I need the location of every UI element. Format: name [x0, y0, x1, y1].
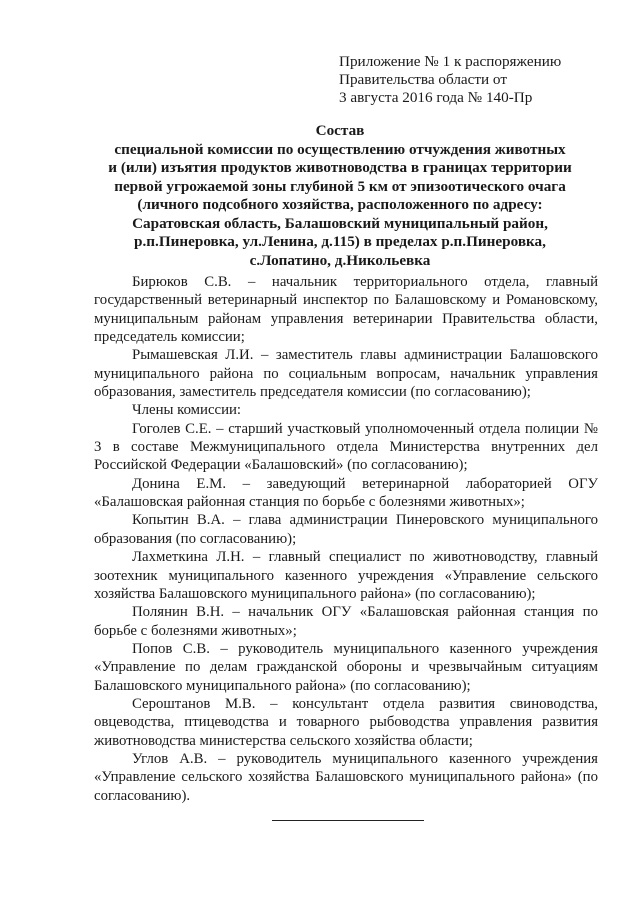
member-entry: Рымашевская Л.И. – заместитель главы администрации Балашовского муниципального района по социальным вопросам, начальник управления образования, заместитель председателя комиссии (по согласованию);	[94, 347, 598, 401]
member-entry: Бирюков С.В. – начальник территориального отдела, главный государственный ветеринарный инспектор по Балашовскому и Романовскому, муниципальным районам управления ветеринарии Правительства области, председатель комиссии;	[94, 274, 598, 346]
member-entry: Копытин В.А. – глава администрации Пинеровского муниципального образования (по согласованию);	[94, 512, 598, 547]
closing-divider	[272, 820, 424, 821]
commission-members-list	[94, 273, 598, 805]
title-line: Состав	[315, 122, 365, 139]
title-line: и (или) изъятия продуктов животноводства в границах территории	[108, 159, 572, 176]
title-line: Саратовская область, Балашовский муниципальный район,	[132, 214, 548, 232]
title-line: специальной комиссии по осуществлению отчуждения животных	[114, 140, 566, 158]
appendix-line: Приложение № 1 к распоряжению	[339, 53, 562, 70]
title-line: (личного подсобного хозяйства, расположенного по адресу:	[137, 196, 543, 213]
member-entry: Лахметкина Л.Н. – главный специалист по животноводству, главный зоотехник муниципального казенного учреждения «Управление сельского хозяйства Балашовского муниципального района» (по согласованию);	[94, 549, 598, 602]
member-entry: Полянин В.Н. – начальник ОГУ «Балашовская районная станция по борьбе с болезнями животных»;	[94, 604, 598, 639]
document-title	[60, 122, 620, 270]
title-line: р.п.Пинеровка, ул.Ленина, д.115) в пределах р.п.Пинеровка,	[134, 233, 546, 250]
appendix-line: Правительства области от	[339, 71, 507, 88]
members-heading: Члены комиссии:	[132, 402, 242, 419]
member-entry: Гоголев С.Е. – старший участковый уполномоченный отдела полиции № 3 в составе Межмуниципального отдела Министерства внутренних дел Российской Федерации «Балашовский» (по согласованию);	[94, 420, 598, 474]
title-line: первой угрожаемой зоны глубиной 5 км от эпизоотического очага	[114, 177, 566, 195]
member-entry: Попов С.В. – руководитель муниципального казенного учреждения «Управление по делам гражданской обороны и чрезвычайным ситуациям Балашовского муниципального района» (по согласованию);	[94, 640, 598, 694]
member-entry: Углов А.В. – руководитель муниципального казенного учреждения «Управление сельского хозяйства Балашовского муниципального района» (по согласованию).	[94, 750, 598, 804]
title-line: с.Лопатино, д.Никольевка	[249, 251, 431, 269]
member-entry: Сероштанов М.В. – консультант отдела развития свиноводства, овцеводства, птицеводства и товарного рыбоводства управления развития животноводства министерства сельского хозяйства области;	[94, 695, 598, 749]
appendix-reference	[339, 53, 561, 107]
member-entry: Донина Е.М. – заведующий ветеринарной лабораторией ОГУ «Балашовская районная станция по борьбе с болезнями животных»;	[94, 475, 598, 511]
appendix-line: 3 августа 2016 года № 140-Пр	[339, 89, 533, 106]
